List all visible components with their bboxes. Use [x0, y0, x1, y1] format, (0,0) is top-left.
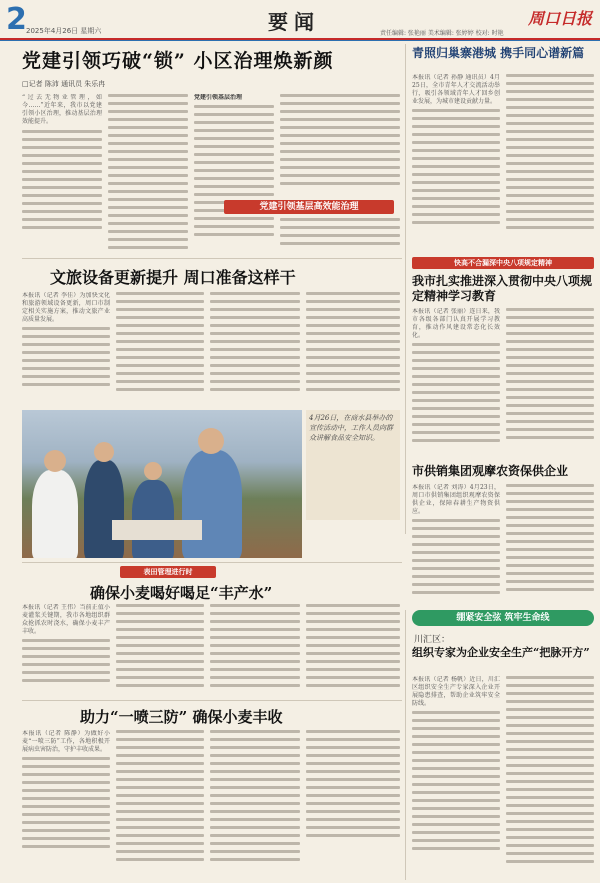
news-photo	[22, 410, 302, 558]
article-1-headline: 党建引领巧破“锁” 小区治理焕新颜	[22, 50, 334, 72]
article-1-column-2	[108, 94, 188, 254]
article-4-column-3	[210, 292, 300, 404]
article-3-column-1	[412, 308, 500, 458]
article-4-column-2	[116, 292, 204, 404]
article-3-headline: 我市扎实推进深入贯彻中央八项规定精神学习教育	[412, 274, 593, 303]
photo-table	[112, 520, 202, 540]
photo-person-head	[198, 428, 224, 454]
article-1-byline: □记者 陈沛 通讯员 朱乐冉	[22, 80, 106, 88]
article-2-body: 本报讯（记者 孙静 通讯员）4月25日，全市青年人才交流活动举行，吸引各领域青年人才回乡创业发展，为城市建设贡献力量。	[412, 74, 500, 105]
page-number: 2	[6, 2, 27, 37]
article-8-tag: 绷紧安全弦 筑牢生命线	[412, 610, 594, 626]
article-3-column-2	[506, 308, 594, 458]
article-1-subhead: 党建引领基层治理	[194, 94, 243, 101]
article-8-column-2	[506, 676, 594, 876]
divider-a7	[22, 700, 402, 701]
article-2-headline: 青照归巢寨港城 携手同心谱新篇	[412, 46, 585, 60]
article-6-body: 本报讯（记者 王伟）当前正值小麦灌浆关键期，我市各地组织群众抢抓农时浇水，确保小麦丰产丰收。	[22, 604, 110, 635]
article-3-body: 本报讯（记者 张丽）连日来，我市各级各部门认真开展学习教育，推动作风建设常态化长效化。	[412, 308, 500, 339]
dateline: 2025年4月26日 星期六	[26, 27, 102, 35]
article-6-column-3	[210, 604, 300, 696]
article-8-headline: 组织专家为企业安全生产“把脉开方”	[412, 646, 590, 659]
article-1-column-1	[22, 94, 102, 254]
photo-person-head	[44, 450, 66, 472]
masthead	[0, 0, 600, 40]
editor-credits: 责任编辑: 张艳丽 美术编辑: 张婷婷 校对: 时艳	[380, 30, 504, 37]
theme-banner: 党建引领基层高效能治理	[224, 200, 394, 214]
article-4-body: 本报讯（记者 李佳）为加快文化和旅游领域设备更新，周口市制定相关实施方案，推动文旅产业高质量发展。	[22, 292, 110, 323]
article-6-headline: 确保小麦喝好喝足“丰产水”	[90, 584, 273, 602]
article-6-column-1	[22, 604, 110, 696]
article-5-body: 本报讯（记者 刘涛）4月23日，周口市供销集团组织观摩农资保供企业，保障春耕生产物资供应。	[412, 484, 500, 515]
article-7-headline: 助力“一喷三防” 确保小麦丰收	[80, 708, 283, 726]
article-8-body: 本报讯（记者 杨帆）近日，川汇区组织安全生产专家深入企业开展隐患排查，帮助企业筑牢安全防线。	[412, 676, 500, 707]
masthead-rule-blue	[0, 40, 600, 41]
photo-person	[182, 450, 242, 558]
article-1-lead: “过去无物业管理，如今……”近年来，我市以党建引领小区治理，推动基层治理效能提升。	[22, 94, 102, 125]
photo-person-head	[144, 462, 162, 480]
article-8-column-1	[412, 676, 500, 876]
article-5-column-1	[412, 484, 500, 604]
article-7-column-1	[22, 730, 110, 876]
article-7-column-3	[210, 730, 300, 876]
article-6-column-4	[306, 604, 400, 696]
article-1-column-3	[194, 94, 274, 254]
photo-person-head	[94, 442, 114, 462]
article-5-headline: 市供销集团观摩农资保供企业	[412, 464, 569, 478]
divider-a4	[22, 258, 402, 259]
photo-caption: 4月26日，在商水县举办的宣传活动中，工作人员向群众讲解食品安全知识。	[306, 410, 400, 520]
section-title: 要闻	[268, 10, 320, 34]
article-8-location: 川汇区：	[414, 635, 451, 645]
article-2-column-2	[506, 74, 594, 252]
article-5-column-2	[506, 484, 594, 604]
article-7-body: 本报讯（记者 陈静）为做好小麦“一喷三防”工作，各地积极开展病虫害防治，守护丰收成果。	[22, 730, 110, 753]
article-1-column-5	[280, 218, 400, 254]
article-4-column-1	[22, 292, 110, 404]
article-2-column-1	[412, 74, 500, 252]
article-6-tag: 表田管理进行时	[120, 566, 216, 578]
column-divider	[405, 44, 406, 534]
article-3-tag: 快高不合漏深中央八项规定精神	[412, 257, 594, 269]
article-4-headline: 文旅设备更新提升 周口准备这样干	[50, 268, 296, 287]
article-4-column-4	[306, 292, 400, 404]
column-divider-lower	[405, 610, 406, 880]
article-7-column-2	[116, 730, 204, 876]
photo-person	[84, 460, 124, 558]
photo-person	[32, 470, 78, 558]
article-6-column-2	[116, 604, 204, 696]
article-1-column-4	[280, 94, 400, 194]
newspaper-logo: 周口日报	[528, 9, 593, 28]
article-7-column-4	[306, 730, 400, 876]
photo-person	[132, 480, 174, 558]
divider-a6	[22, 562, 402, 563]
